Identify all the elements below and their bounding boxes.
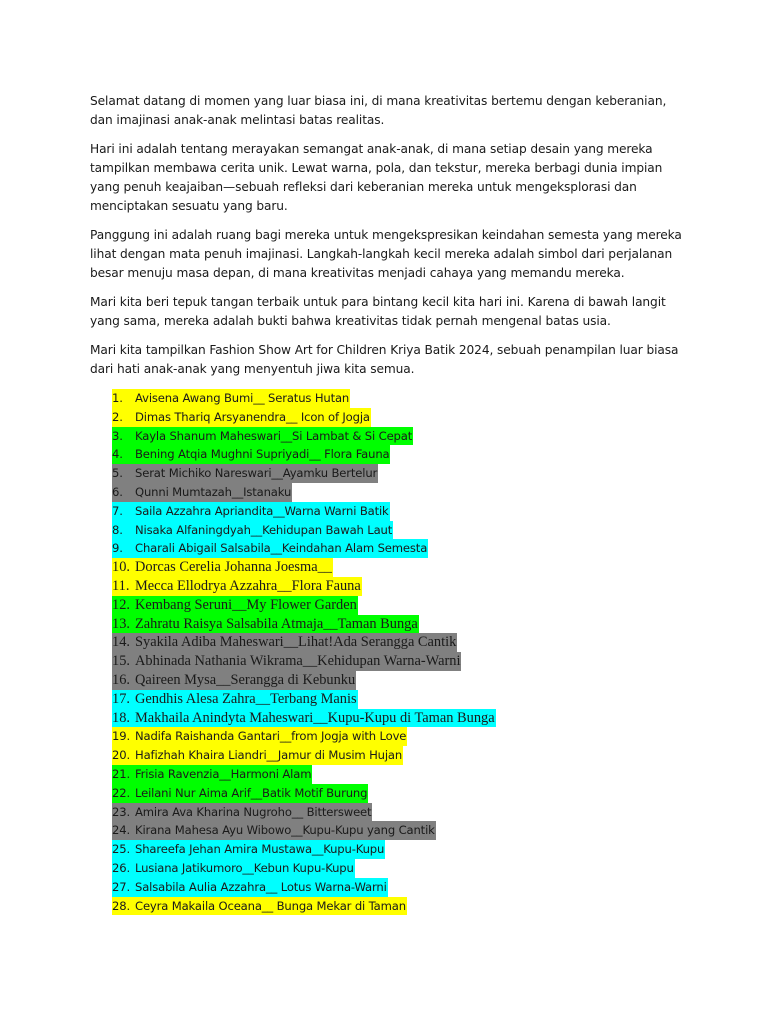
list-item-text: Nadifa Raishanda Gantari__from Jogja with Love: [135, 727, 407, 746]
list-item: [90, 445, 690, 464]
list-item: [90, 558, 690, 577]
list-item-number: 23.: [112, 803, 136, 822]
list-item: [90, 878, 690, 897]
list-item: [90, 840, 690, 859]
paragraph-stage: Panggung ini adalah ruang bagi mereka untuk mengekspresikan keindahan semesta yang mereka lihat dengan mata penuh imajinasi. Langkah-langkah kecil mereka adalah simbol dari perjalanan besar menuju masa depan, di mana kreativitas menjadi cahaya yang memandu mereka.: [90, 228, 682, 280]
list-item-number: 4.: [112, 445, 136, 464]
list-item-text: Qunni Mumtazah__Istanaku: [135, 483, 292, 502]
participant-list: [90, 389, 690, 915]
list-item: [90, 652, 690, 671]
list-item: [90, 408, 690, 427]
list-item-number: 14.: [112, 633, 136, 652]
list-item-text: Zahratu Raisya Salsabila Atmaja__Taman Bunga: [135, 615, 418, 632]
list-item-text: Dimas Thariq Arsyanendra__ Icon of Jogja: [135, 408, 371, 427]
list-item: [90, 615, 690, 634]
list-item-text: Charali Abigail Salsabila__Keindahan Alam Semesta: [135, 539, 428, 558]
list-item: [90, 464, 690, 483]
list-item-text: Makhaila Anindyta Maheswari__Kupu-Kupu di Taman Bunga: [135, 709, 495, 726]
list-item-number: 18.: [112, 709, 136, 728]
list-item: [90, 709, 690, 728]
list-item-text: Dorcas Cerelia Johanna Joesma__: [135, 559, 333, 576]
list-item: [90, 389, 690, 408]
list-item-number: 11.: [112, 577, 136, 596]
list-item: [90, 897, 690, 916]
list-item: [90, 671, 690, 690]
paragraph-applause: Mari kita beri tepuk tangan terbaik untuk para bintang kecil kita hari ini. Karena di bawah langit yang sama, mereka adalah bukti bahwa kreativitas tidak pernah mengenal batas usia.: [90, 295, 666, 328]
paragraph-welcome: Selamat datang di momen yang luar biasa ini, di mana kreativitas bertemu dengan keberanian, dan imajinasi anak-anak melintasi batas realitas.: [90, 94, 667, 127]
list-item-number: 16.: [112, 671, 136, 690]
list-item: [90, 483, 690, 502]
list-item: [90, 577, 690, 596]
list-item-text: Leilani Nur Aima Arif__Batik Motif Burung: [135, 784, 368, 803]
list-item-number: 22.: [112, 784, 136, 803]
list-item-text: Kayla Shanum Maheswari__Si Lambat & Si Cepat: [135, 427, 413, 446]
list-item-number: 2.: [112, 408, 136, 427]
list-item-number: 5.: [112, 464, 136, 483]
list-item-number: 28.: [112, 897, 136, 916]
list-item-text: Amira Ava Kharina Nugroho__ Bittersweet: [135, 803, 372, 822]
list-item-number: 1.: [112, 389, 136, 408]
list-item-number: 9.: [112, 539, 136, 558]
list-item-text: Ceyra Makaila Oceana__ Bunga Mekar di Taman: [135, 897, 407, 916]
list-item-number: 7.: [112, 502, 136, 521]
list-item-text: Salsabila Aulia Azzahra__ Lotus Warna-Warni: [135, 878, 388, 897]
list-item-number: 25.: [112, 840, 136, 859]
list-item-text: Frisia Ravenzia__Harmoni Alam: [135, 765, 312, 784]
list-item: [90, 502, 690, 521]
list-item-number: 8.: [112, 521, 136, 540]
list-item: [90, 803, 690, 822]
list-item-text: Abhinada Nathania Wikrama__Kehidupan Warna-Warni: [135, 653, 461, 670]
list-item: [90, 596, 690, 615]
list-item: [90, 727, 690, 746]
list-item-number: 27.: [112, 878, 136, 897]
list-item-text: Qaireen Mysa__Serangga di Kebunku: [135, 671, 356, 688]
list-item-text: Saila Azzahra Apriandita__Warna Warni Batik: [135, 502, 390, 521]
list-item-text: Shareefa Jehan Amira Mustawa__Kupu-Kupu: [135, 840, 385, 859]
list-item-number: 15.: [112, 652, 136, 671]
list-item-number: 6.: [112, 483, 136, 502]
list-item: [90, 746, 690, 765]
list-item: [90, 690, 690, 709]
list-item-number: 12.: [112, 596, 136, 615]
list-item: [90, 821, 690, 840]
list-item-text: Syakila Adiba Maheswari__Lihat!Ada Serangga Cantik: [135, 634, 457, 651]
list-item-number: 21.: [112, 765, 136, 784]
document-page: [90, 92, 690, 915]
paragraph-celebration: Hari ini adalah tentang merayakan semangat anak-anak, di mana setiap desain yang mereka tampilkan membawa cerita unik. Lewat warna, pola, dan tekstur, mereka berbagi dunia impian yang penuh keajaiban—sebuah refleksi dari keberanian mereka untuk mengeksplorasi dan menciptakan sesuatu yang baru.: [90, 142, 663, 213]
list-item-number: 10.: [112, 558, 136, 577]
list-item-text: Hafizhah Khaira Liandri__Jamur di Musim Hujan: [135, 746, 403, 765]
list-item-text: Kembang Seruni__My Flower Garden: [135, 596, 357, 613]
list-item-number: 19.: [112, 727, 136, 746]
list-item: [90, 427, 690, 446]
list-item-text: Bening Atqia Mughni Supriyadi__ Flora Fauna: [135, 445, 390, 464]
list-item: [90, 859, 690, 878]
list-item-text: Lusiana Jatikumoro__Kebun Kupu-Kupu: [135, 859, 355, 878]
list-item-number: 26.: [112, 859, 136, 878]
list-item-text: Mecca Ellodrya Azzahra__Flora Fauna: [135, 577, 361, 594]
list-item: [90, 784, 690, 803]
list-item-number: 3.: [112, 427, 136, 446]
list-item-text: Nisaka Alfaningdyah__Kehidupan Bawah Laut: [135, 521, 393, 540]
list-item: [90, 539, 690, 558]
list-item: [90, 765, 690, 784]
list-item-number: 20.: [112, 746, 136, 765]
list-item-text: Avisena Awang Bumi__ Seratus Hutan: [135, 389, 350, 408]
list-item-number: 24.: [112, 821, 136, 840]
list-item-number: 13.: [112, 615, 136, 634]
list-item-text: Kirana Mahesa Ayu Wibowo__Kupu-Kupu yang Cantik: [135, 821, 436, 840]
list-item-text: Gendhis Alesa Zahra__Terbang Manis: [135, 690, 357, 707]
list-item: [90, 521, 690, 540]
list-item-number: 17.: [112, 690, 136, 709]
list-item: [90, 633, 690, 652]
paragraph-fashion-show: Mari kita tampilkan Fashion Show Art for Children Kriya Batik 2024, sebuah penampilan luar biasa dari hati anak-anak yang menyentuh jiwa kita semua.: [90, 343, 679, 376]
list-item-text: Serat Michiko Nareswari__Ayamku Bertelur: [135, 464, 378, 483]
